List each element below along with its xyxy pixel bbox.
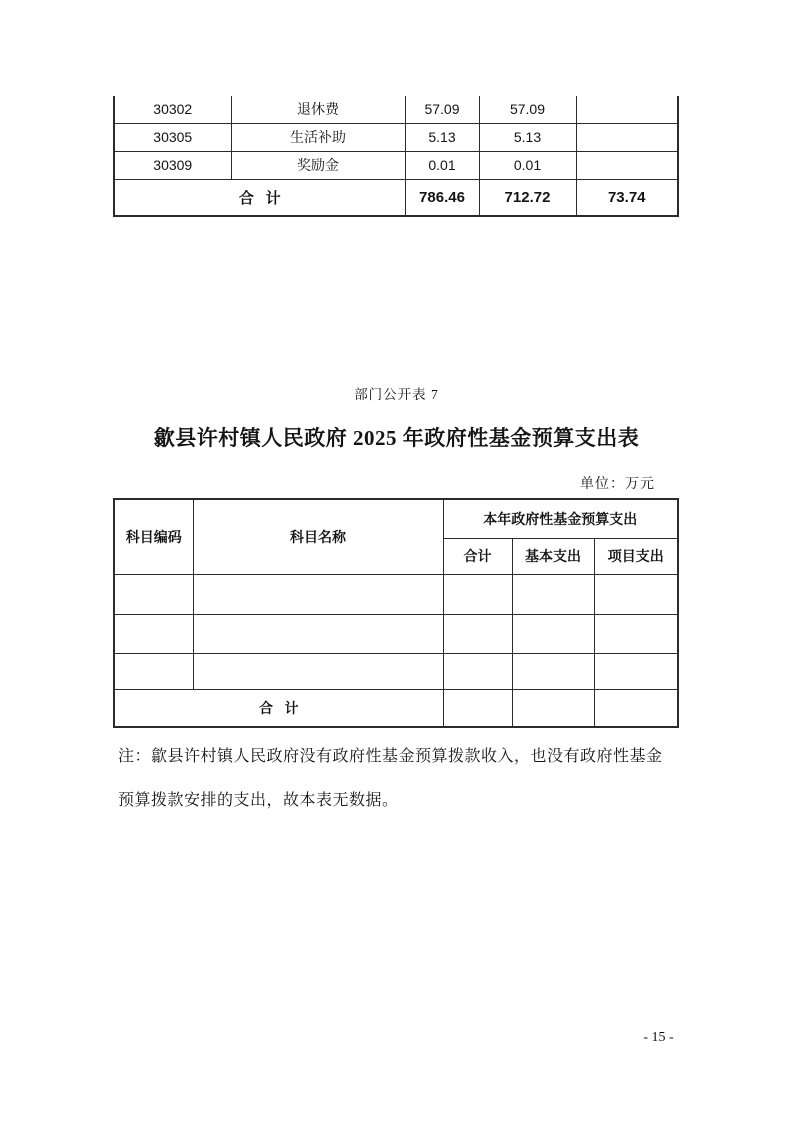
empty-cell — [594, 614, 678, 653]
page-number — [0, 1030, 793, 1046]
subject-code-cell: 30302 — [114, 96, 231, 123]
table-row — [114, 123, 678, 151]
header-row — [114, 499, 678, 538]
basic-expense-cell: 5.13 — [479, 123, 576, 151]
empty-cell — [443, 614, 512, 653]
empty-cell — [193, 653, 443, 689]
basic-expense-cell: 57.09 — [479, 96, 576, 123]
empty-cell — [594, 653, 678, 689]
empty-cell — [443, 574, 512, 614]
empty-cell — [512, 574, 594, 614]
subject-code-cell: 30309 — [114, 151, 231, 179]
total-cell: 5.13 — [405, 123, 479, 151]
empty-cell — [443, 689, 512, 727]
header-subject-name: 科目名称 — [193, 499, 443, 574]
grand-total-cell: 786.46 — [405, 179, 479, 216]
subject-name-cell: 奖励金 — [231, 151, 405, 179]
header-sub-basic: 基本支出 — [512, 538, 594, 574]
empty-cell — [512, 653, 594, 689]
unit-label: 单位：万元 — [580, 477, 655, 492]
empty-row — [114, 653, 678, 689]
grand-total-basic-cell: 712.72 — [479, 179, 576, 216]
header-sub-total: 合计 — [443, 538, 512, 574]
note-paragraph — [118, 735, 678, 823]
empty-cell — [114, 653, 193, 689]
total-cell: 57.09 — [405, 96, 479, 123]
empty-row — [114, 574, 678, 614]
budget-expenditure-table-continued — [113, 96, 679, 217]
table-caption: 部门公开表 7 — [354, 387, 439, 402]
empty-cell — [512, 689, 594, 727]
subject-name-cell: 生活补助 — [231, 123, 405, 151]
empty-cell — [114, 574, 193, 614]
page-title: 歙县许村镇人民政府 2025 年政府性基金预算支出表 — [153, 426, 640, 450]
empty-row — [114, 614, 678, 653]
grand-total-label-cell: 合 计 — [114, 179, 405, 216]
project-expense-cell — [576, 123, 678, 151]
total-label-cell: 合 计 — [114, 689, 443, 727]
project-expense-cell — [576, 151, 678, 179]
note-line-2: 预算拨款安排的支出，故本表无数据。 — [118, 792, 399, 809]
empty-cell — [443, 653, 512, 689]
header-subject-code: 科目编码 — [114, 499, 193, 574]
grand-total-project-cell: 73.74 — [576, 179, 678, 216]
total-row — [114, 689, 678, 727]
empty-cell — [594, 574, 678, 614]
subject-code-cell: 30305 — [114, 123, 231, 151]
page-number-label: - 15 - — [643, 1030, 674, 1045]
empty-cell — [193, 574, 443, 614]
empty-cell — [114, 614, 193, 653]
empty-cell — [512, 614, 594, 653]
project-expense-cell — [576, 96, 678, 123]
note-line-1: 注：歙县许村镇人民政府没有政府性基金预算拨款收入，也没有政府性基金 — [118, 748, 663, 765]
basic-expense-cell: 0.01 — [479, 151, 576, 179]
header-group: 本年政府性基金预算支出 — [443, 499, 678, 538]
table-row — [114, 96, 678, 123]
gov-fund-budget-table — [113, 498, 679, 728]
grand-total-row — [114, 179, 678, 216]
header-sub-project: 项目支出 — [594, 538, 678, 574]
empty-cell — [193, 614, 443, 653]
subject-name-cell: 退休费 — [231, 96, 405, 123]
empty-cell — [594, 689, 678, 727]
total-cell: 0.01 — [405, 151, 479, 179]
table-row — [114, 151, 678, 179]
